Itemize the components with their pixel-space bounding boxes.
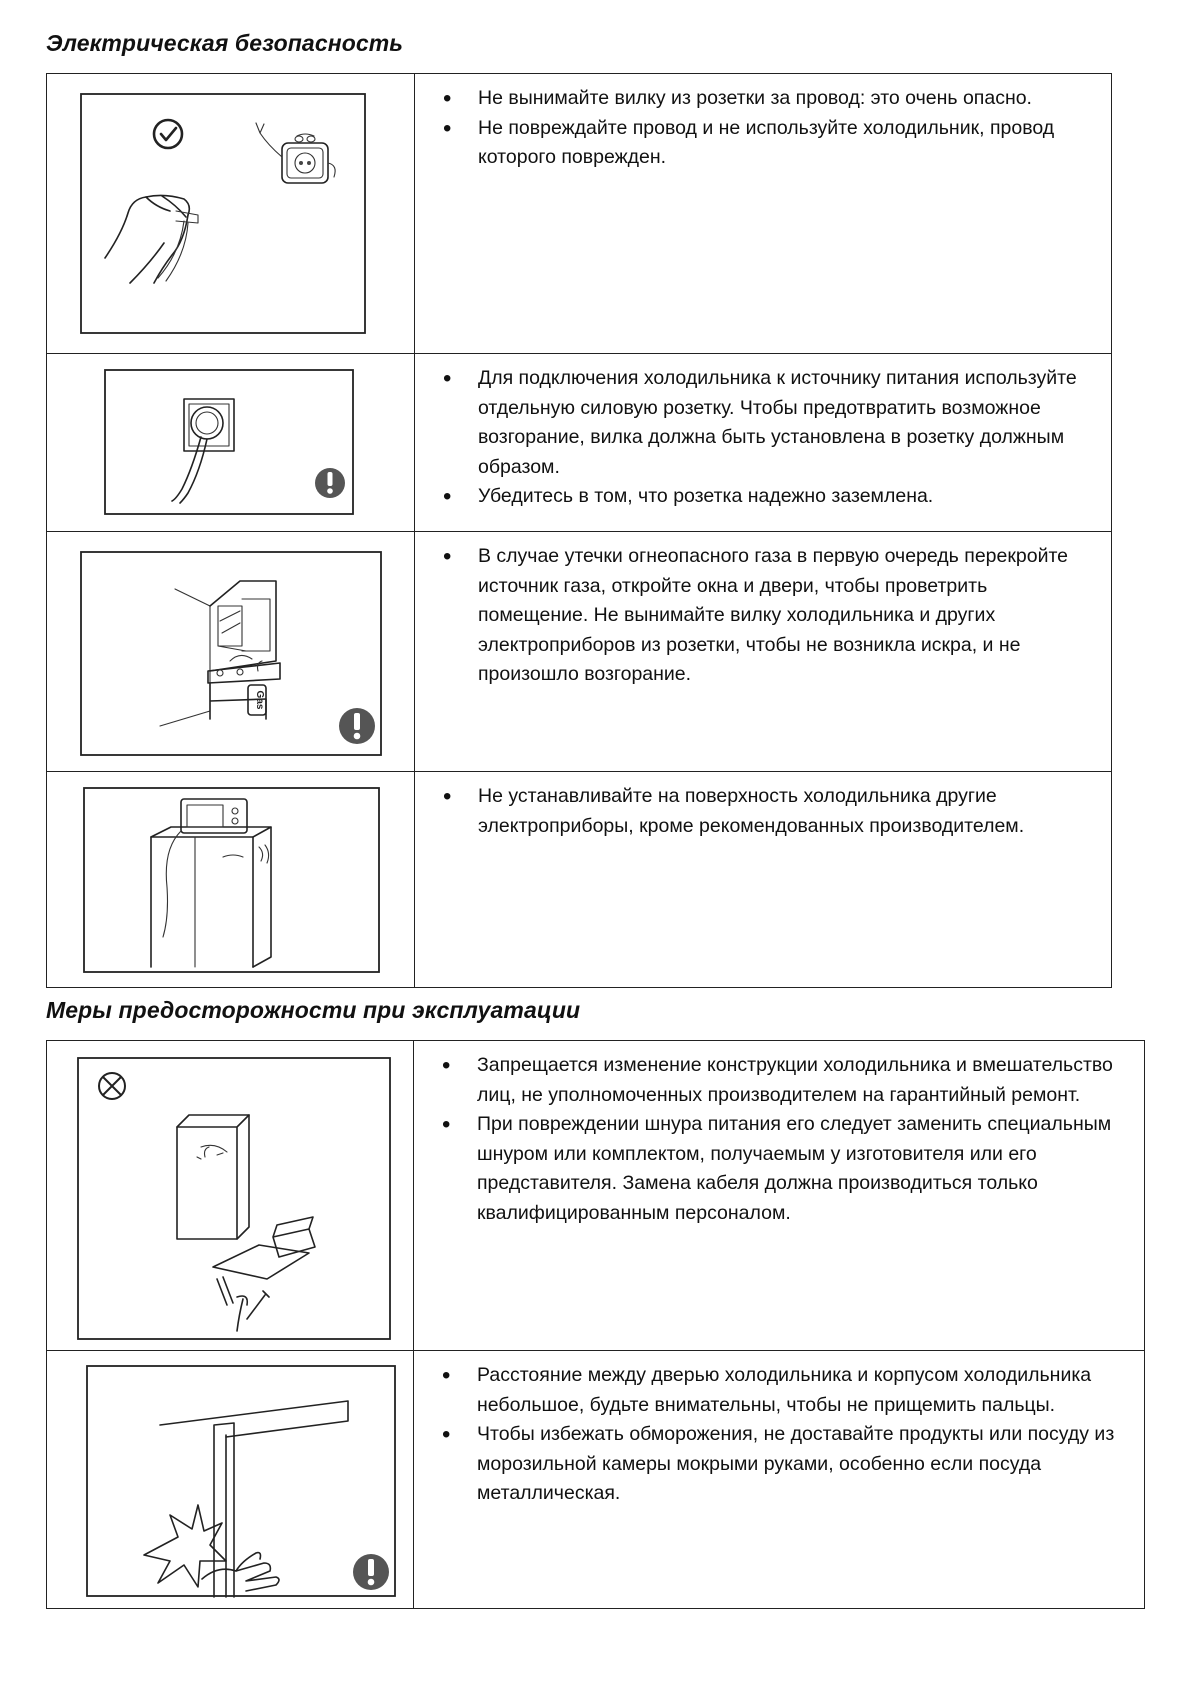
illustration-cell	[47, 772, 415, 988]
list-item: • Расстояние между дверью холодильника и корпусом холодильника небольшое, будьте внимательны, чтобы не прищемить пальцы.	[442, 1361, 1126, 1420]
text-cell	[415, 74, 1112, 354]
list-item: • Для подключения холодильника к источнику питания используйте отдельную силовую розетку. Чтобы предотвратить возможное возгорание, вилка должна быть установлена в розетку должным образом.	[443, 364, 1093, 482]
warning-icon	[339, 708, 375, 744]
list-item: • Запрещается изменение конструкции холодильника и вмешательство лиц, не уполномоченных производителем на гарантийный ремонт.	[442, 1051, 1126, 1110]
list-item: • Убедитесь в том, что розетка надежно заземлена.	[443, 482, 1093, 512]
warning-icon	[315, 468, 345, 498]
table-row	[47, 74, 1112, 354]
bullet-list	[415, 364, 1111, 512]
illustration-cell	[47, 532, 415, 772]
table-row	[47, 1041, 1145, 1351]
illustration-cell	[47, 1041, 414, 1351]
text-cell	[415, 354, 1112, 532]
table-row	[47, 354, 1112, 532]
section-title-operating-precautions: Меры предосторожности при эксплуатации	[46, 997, 581, 1023]
section-title-electrical-safety: Электрическая безопасность	[46, 30, 404, 56]
operating-precautions-table	[46, 1040, 1145, 1609]
unplug-by-cord-illustration	[80, 93, 366, 334]
text-cell	[415, 772, 1112, 988]
illustration-cell	[47, 354, 415, 532]
electrical-safety-table	[46, 73, 1112, 988]
dedicated-socket-illustration	[104, 369, 354, 515]
list-item: • При повреждении шнура питания его следует заменить специальным шнуром или комплектом, получаемым у изготовителя или его представителя. Замена кабеля должна производиться только квалифицированным персоналом.	[442, 1110, 1126, 1228]
gas-leak-illustration	[80, 551, 382, 756]
bullet-list	[414, 1051, 1144, 1228]
bullet-list	[415, 782, 1111, 841]
pinched-fingers-illustration	[86, 1365, 396, 1597]
list-item: • Не вынимайте вилку из розетки за провод: это очень опасно.	[443, 84, 1093, 114]
illustration-cell	[47, 74, 415, 354]
table-row	[47, 772, 1112, 988]
table-row	[47, 532, 1112, 772]
text-cell	[414, 1041, 1145, 1351]
text-cell	[415, 532, 1112, 772]
list-item: • В случае утечки огнеопасного газа в первую очередь перекройте источник газа, откройте окна и двери, чтобы проветрить помещение. Не вынимайте вилку холодильника и других электроприборов из розетки, чтобы не возникла искра, и не произошло возгорание.	[443, 542, 1093, 690]
bullet-list	[414, 1361, 1144, 1509]
bullet-list	[415, 84, 1111, 173]
text-cell	[414, 1351, 1145, 1609]
list-item: • Не устанавливайте на поверхность холодильника другие электроприборы, кроме рекомендованных производителем.	[443, 782, 1093, 841]
list-item: • Чтобы избежать обморожения, не доставайте продукты или посуду из морозильной камеры мокрыми руками, особенно если посуда металлическая.	[442, 1420, 1126, 1509]
appliance-on-fridge-illustration	[83, 787, 380, 973]
gas-label: Gas	[254, 690, 265, 710]
list-item: • Не повреждайте провод и не используйте холодильник, провод которого поврежден.	[443, 114, 1093, 173]
table-row	[47, 1351, 1145, 1609]
bullet-list	[415, 542, 1111, 690]
illustration-cell	[47, 1351, 414, 1609]
no-modification-illustration	[77, 1057, 391, 1340]
warning-icon	[353, 1554, 389, 1590]
